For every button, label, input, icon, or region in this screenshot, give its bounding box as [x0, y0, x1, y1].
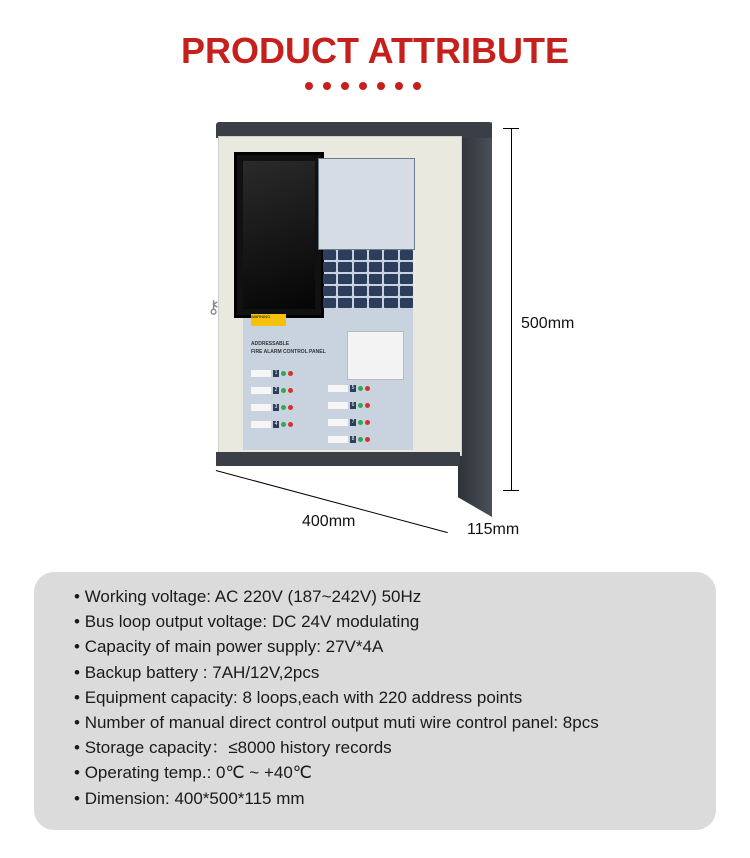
dimension-cap: [503, 490, 519, 491]
decorative-dots: [305, 82, 421, 90]
loop-control: [328, 419, 370, 426]
loop-number: 4: [274, 421, 278, 427]
loop-number: 2: [274, 387, 278, 393]
spec-item: • Capacity of main power supply: 27V*4A: [74, 634, 716, 659]
printer: [347, 331, 404, 380]
loop-control: [328, 402, 370, 409]
warning-label: WARNING: [251, 314, 286, 326]
spec-item: • Operating temp.: 0℃ ~ +40℃: [74, 760, 716, 785]
lcd-screen: [234, 152, 324, 318]
indicator-panel: [318, 158, 415, 250]
height-dimension-line: [511, 128, 512, 490]
loop-control: [251, 370, 293, 377]
spec-box: [34, 572, 716, 830]
spec-item: • Bus loop output voltage: DC 24V modulating: [74, 609, 716, 634]
page-title: PRODUCT ATTRIBUTE: [181, 30, 569, 71]
loop-control: [251, 421, 293, 428]
keypad: [323, 250, 413, 308]
width-label: 400mm: [302, 513, 356, 530]
cabinet-side: [458, 122, 492, 517]
loop-number: 6: [351, 402, 355, 408]
loop-number: 5: [351, 385, 355, 391]
key-icon: ⚷: [207, 297, 221, 317]
spec-item: • Working voltage: AC 220V (187~242V) 50Hz: [74, 584, 716, 609]
spec-item: • Dimension: 400*500*115 mm: [74, 786, 716, 811]
spec-item: • Storage capacity：≤8000 history records: [74, 735, 716, 760]
height-label: 500mm: [521, 315, 575, 332]
panel-label-line2: FIRE ALARM CONTROL PANEL: [251, 349, 326, 355]
spec-item: • Number of manual direct control output muti wire control panel: 8pcs: [74, 710, 716, 735]
panel-label: [251, 340, 326, 356]
spec-item: • Equipment capacity: 8 loops,each with 220 address points: [74, 685, 716, 710]
loop-number: 8: [351, 436, 355, 442]
loop-number: 3: [274, 404, 278, 410]
loop-number: 1: [274, 370, 278, 376]
cabinet-bottom: [216, 452, 460, 466]
panel-label-line1: ADDRESSABLE: [251, 341, 290, 347]
dimension-cap: [503, 128, 519, 129]
loop-control: [251, 387, 293, 394]
depth-label: 115mm: [467, 521, 520, 538]
spec-item: • Backup battery : 7AH/12V,2pcs: [74, 660, 716, 685]
loop-control: [251, 404, 293, 411]
loop-number: 7: [351, 419, 355, 425]
loop-control: [328, 385, 370, 392]
loop-control: [328, 436, 370, 443]
